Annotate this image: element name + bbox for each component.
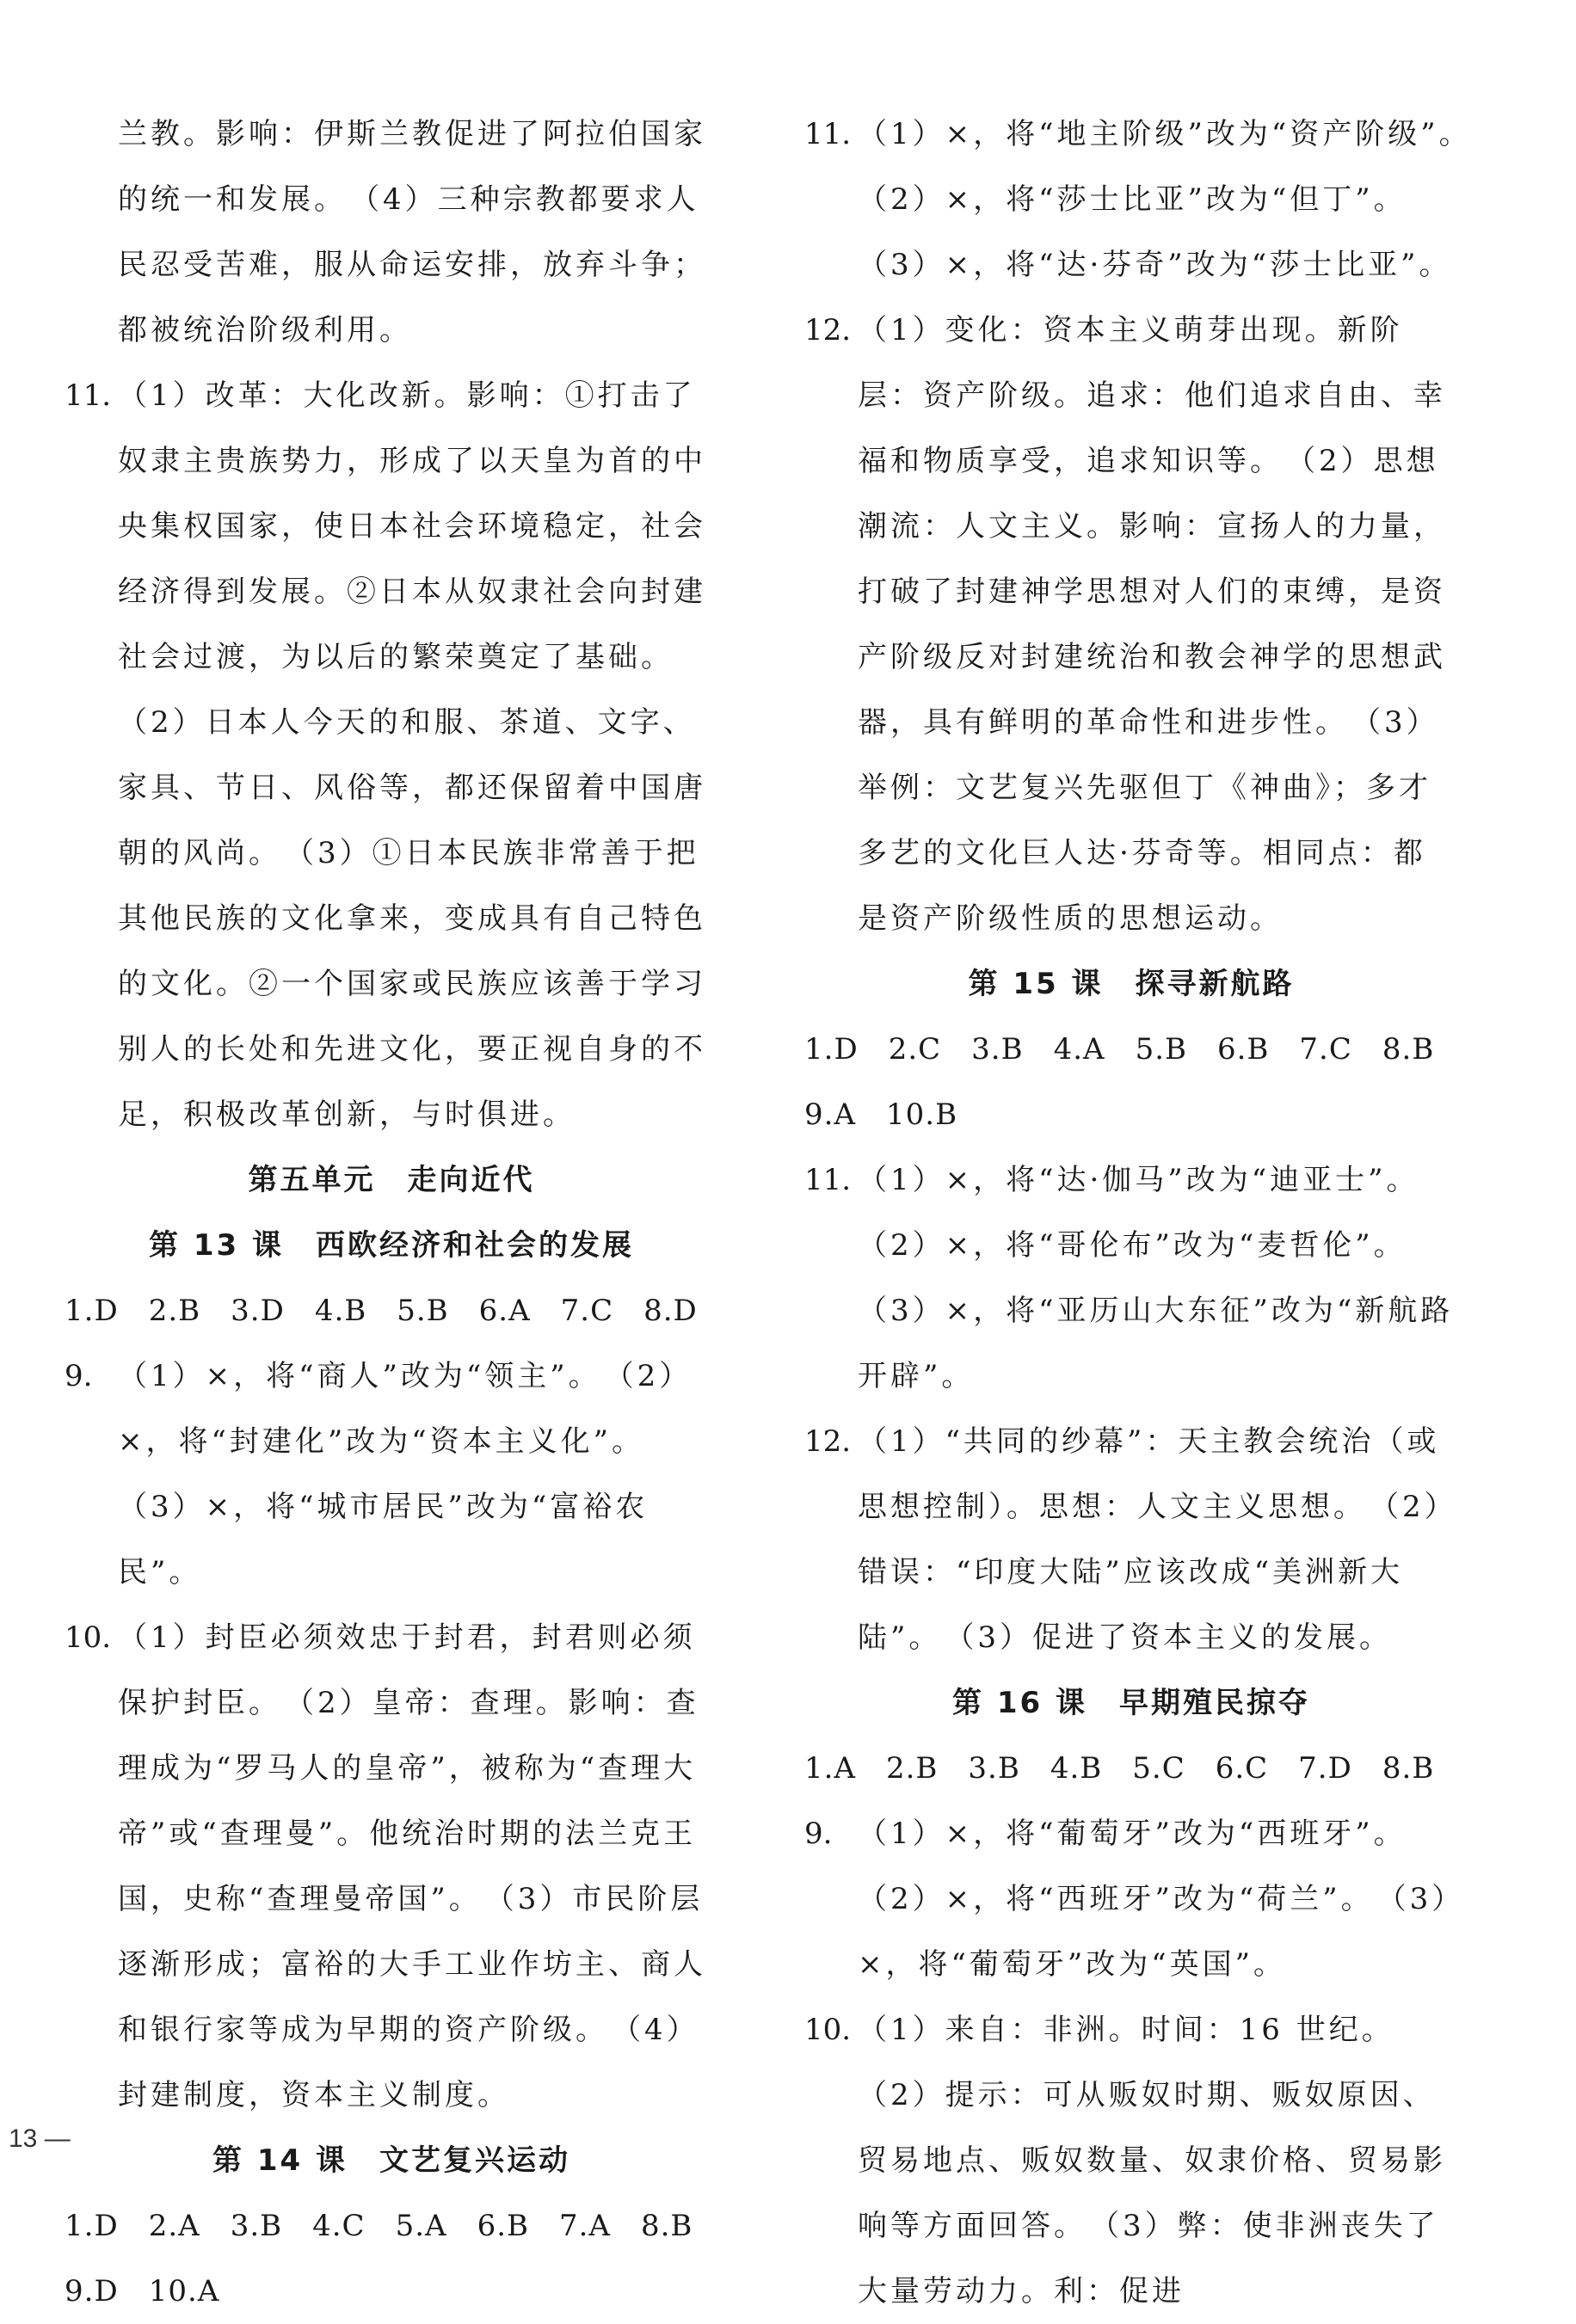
answer-line: 1.D 2.B 3.D 4.B 5.B 6.A 7.C 8.D: [65, 1294, 698, 1328]
item-text: （1）改革：大化改新。影响：①打击了奴隶主贵族势力，形成了以天皇为首的中央集权国家，使日本社会环境稳定，社会经济得到发展。②日本从奴隶社会向封建社会过渡，为以后的繁荣奠定了基础。 （2）日本人今天的和服、茶道、文字、家具、节日、风俗等，都还保留着中国唐朝的风尚。 （3）①日本民族非常善于把其他民族的文化拿来，变成具有自己特色的文化。②一个国家或民族应该善于学习别人的长处和先进文化，要正视自身的不足，积极改革创新，与时俱进。: [118, 378, 706, 1132]
answer-line: 9.A 10.B: [804, 1097, 958, 1132]
answer-line: 9.D 10.A: [65, 2274, 220, 2309]
answer-item: [65, 363, 718, 1147]
answer-item: [804, 1801, 1458, 1997]
item-text: （1）×，将“商人”改为“领主”。 （2）×，将“封建化”改为“资本主义化”。 （3）×，将“城市居民”改为“富裕农民”。: [118, 1359, 693, 1589]
item-text: （1）来自：非洲。时间：16 世纪。 （2）提示：可从贩奴时期、贩奴原因、贸易地点、贩奴数量、奴隶价格、贸易影响等方面回答。 （3）弊：使非洲丧失了大量劳动力。利：促进: [858, 2013, 1446, 2309]
item-text: （1）×，将“地主阶级”改为“资产阶级”。 （2）×，将“莎士比亚”改为“但丁”。 （3）×，将“达·芬奇”改为“莎士比亚”。: [858, 117, 1490, 282]
answer-item: [804, 1147, 1458, 1409]
item-text: （1）×，将“葡萄牙”改为“西班牙”。 （2）×，将“西班牙”改为“荷兰”。 （3）×，将“葡萄牙”改为“英国”。: [858, 1817, 1450, 1982]
item-text: 兰教。影响：伊斯兰教促进了阿拉伯国家的统一和发展。 （4）三种宗教都要求人民忍受苦难，服从命运安排，放弃斗争；都被统治阶级利用。: [118, 117, 706, 347]
item-number: 12.: [804, 313, 852, 347]
section-heading: 第五单元 走向近代: [248, 1163, 535, 1197]
item-text: （1）变化：资本主义萌芽出现。新阶层：资产阶级。追求：他们追求自由、幸福和物质享受，追求知识等。 （2）思想潮流：人文主义。影响：宣扬人的力量，打破了封建神学思想对人们的束缚，是资产阶级反对封建统治和教会神学的思想武器，具有鲜明的革命性和进步性。 （3）举例：文艺复兴先驱但丁《神曲》；多才多艺的文化巨人达·芬奇等。相同点：都是资产阶级性质的思想运动。: [858, 313, 1446, 936]
item-number: 11.: [804, 1163, 852, 1197]
section-heading: 第 15 课 探寻新航路: [968, 967, 1295, 1001]
answer-item: [804, 1409, 1458, 1670]
answer-item: [65, 101, 718, 363]
item-text: （1）“共同的纱幕”：天主教会统治（或思想控制）。思想：人文主义思想。 （2）错误：“印度大陆”应该改成“美洲新大陆”。 （3）促进了资本主义的发展。: [858, 1424, 1457, 1655]
answer-line: 1.D 2.C 3.B 4.A 5.B 6.B 7.C 8.B: [804, 1032, 1435, 1067]
section-heading: 第 14 课 文艺复兴运动: [212, 2143, 570, 2178]
right-column: [804, 101, 1490, 2324]
item-number: 12.: [804, 1424, 852, 1459]
answer-item: [65, 1605, 718, 2128]
section-heading: 第 16 课 早期殖民掠夺: [952, 1686, 1310, 1720]
answer-item: [65, 1343, 718, 1605]
section-heading: 第 13 课 西欧经济和社会的发展: [149, 1228, 634, 1263]
answer-item: [804, 1997, 1458, 2324]
item-number: 10.: [804, 2013, 852, 2047]
item-number: 11.: [804, 117, 852, 151]
answer-item: [804, 298, 1458, 951]
item-number: 9.: [65, 1359, 93, 1393]
item-text: （1）×，将“达·伽马”改为“迪亚士”。 （2）×，将“哥伦布”改为“麦哲伦”。 （3）×，将“亚历山大东征”改为“新航路开辟”。: [858, 1163, 1454, 1393]
left-column: [65, 101, 718, 2324]
answer-line: 1.D 2.A 3.B 4.C 5.A 6.B 7.A 8.B: [65, 2209, 693, 2243]
item-number: 11.: [65, 378, 112, 413]
answer-item: [804, 101, 1490, 298]
item-number: 9.: [804, 1817, 833, 1851]
answer-line: 1.A 2.B 3.B 4.B 5.C 6.C 7.D 8.B: [804, 1751, 1435, 1786]
item-number: 10.: [65, 1620, 112, 1655]
item-text: （1）封臣必须效忠于封君，封君则必须保护封臣。 （2）皇帝：查理。影响：查理成为“罗马人的皇帝”，被称为“查理大帝”或“查理曼”。他统治时期的法兰克王国，史称“查理曼帝国”。 （3）市民阶层逐渐形成；富裕的大手工业作坊主、商人和银行家等成为早期的资产阶级。 （4）封建制度，资本主义制度。: [118, 1620, 706, 2112]
page-number: 13 —: [9, 2124, 71, 2153]
